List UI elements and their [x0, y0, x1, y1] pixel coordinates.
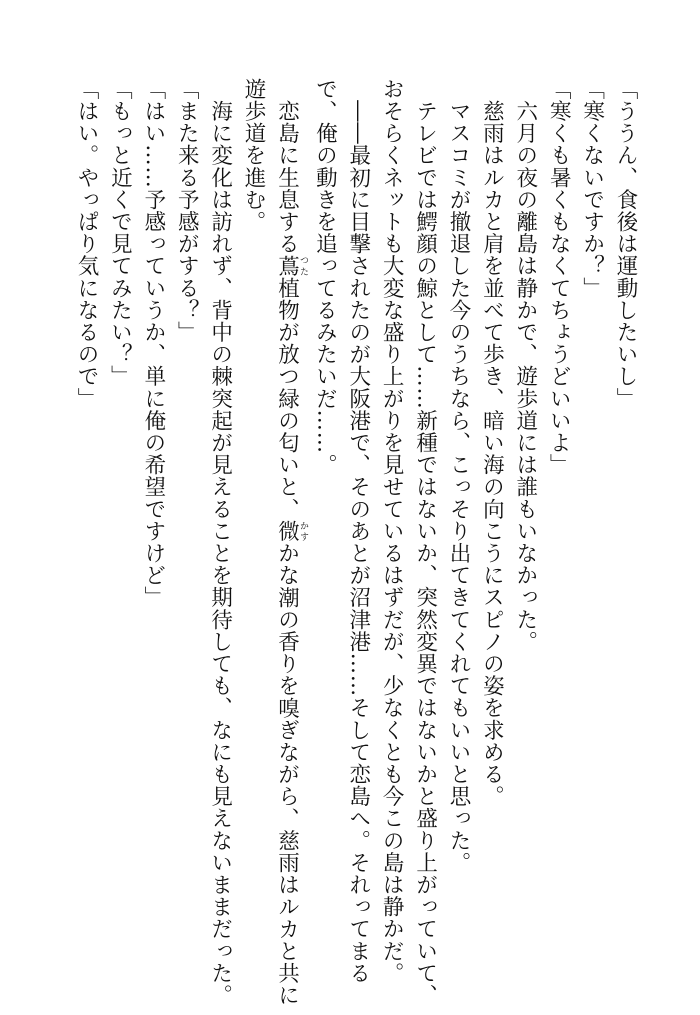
text-line-11-part-1: 恋島に生息する — [274, 78, 300, 255]
text-line-8: おそらくネットも大変な盛り上がりを見せているはずだが、少なくとも今この島は静かだ。 — [379, 78, 405, 985]
text-line-6: マスコミが撤退した今のうちなら、こっそり出てきてくれてもいいと思った。 — [445, 78, 471, 874]
text-line-4: 六月の夜の離島は静かで、遊歩道には誰もいなかった。 — [512, 78, 538, 653]
text-line-12: 遊歩道を進む。 — [241, 78, 267, 233]
ruby-tsuta-base: 蔦 — [274, 254, 300, 277]
ruby-kasu-base: 微 — [274, 520, 300, 543]
text-line-11-part-2: 植物が放つ緑の匂いと、 — [274, 276, 300, 521]
text-line-10: で、俺の動きを追ってるみたいだ……。 — [312, 78, 338, 476]
text-line-15: 「はい……予感っていうか、単に俺の希望ですけど」 — [140, 78, 166, 609]
text-line-3: 「寒くも暑くもなくてちょうどいいよ」 — [546, 78, 572, 476]
text-line-14: 「また来る予感がする？」 — [174, 78, 200, 344]
ruby-kasu — [274, 520, 308, 543]
text-line-9: ――最初に目撃されたのが大阪港で、そのあとが沼津港……そして恋島へ。それってまる — [345, 78, 371, 985]
text-line-11-part-3: かな潮の香りを嗅ぎながら、慈雨はルカと共に — [274, 542, 300, 1007]
text-line-16: 「もっと近くで見てみたい？」 — [107, 78, 133, 388]
vertical-text-block — [70, 78, 642, 1007]
ruby-tsuta-reading: つた — [297, 254, 308, 277]
text-line-11 — [270, 78, 308, 1007]
text-line-7: テレビでは鰐顔の鯨として……新種ではないか、突然変異ではないかと盛り上がっていて、 — [412, 78, 438, 1007]
text-line-5: 慈雨はルカと肩を並べて歩き、暗い海の向こうにスピノの姿を求める。 — [479, 78, 505, 808]
ruby-kasu-reading: かす — [297, 520, 308, 543]
text-line-1: 「ううん、食後は運動したいし」 — [613, 78, 638, 410]
text-line-2: 「寒くないですか？」 — [579, 78, 605, 299]
text-line-13: 海に変化は訪れず、背中の棘突起が見えることを期待しても、なにも見えないままだった。 — [207, 78, 233, 1007]
ruby-tsuta — [274, 254, 308, 277]
text-line-17: 「はい。やっぱり気になるので」 — [74, 78, 99, 410]
